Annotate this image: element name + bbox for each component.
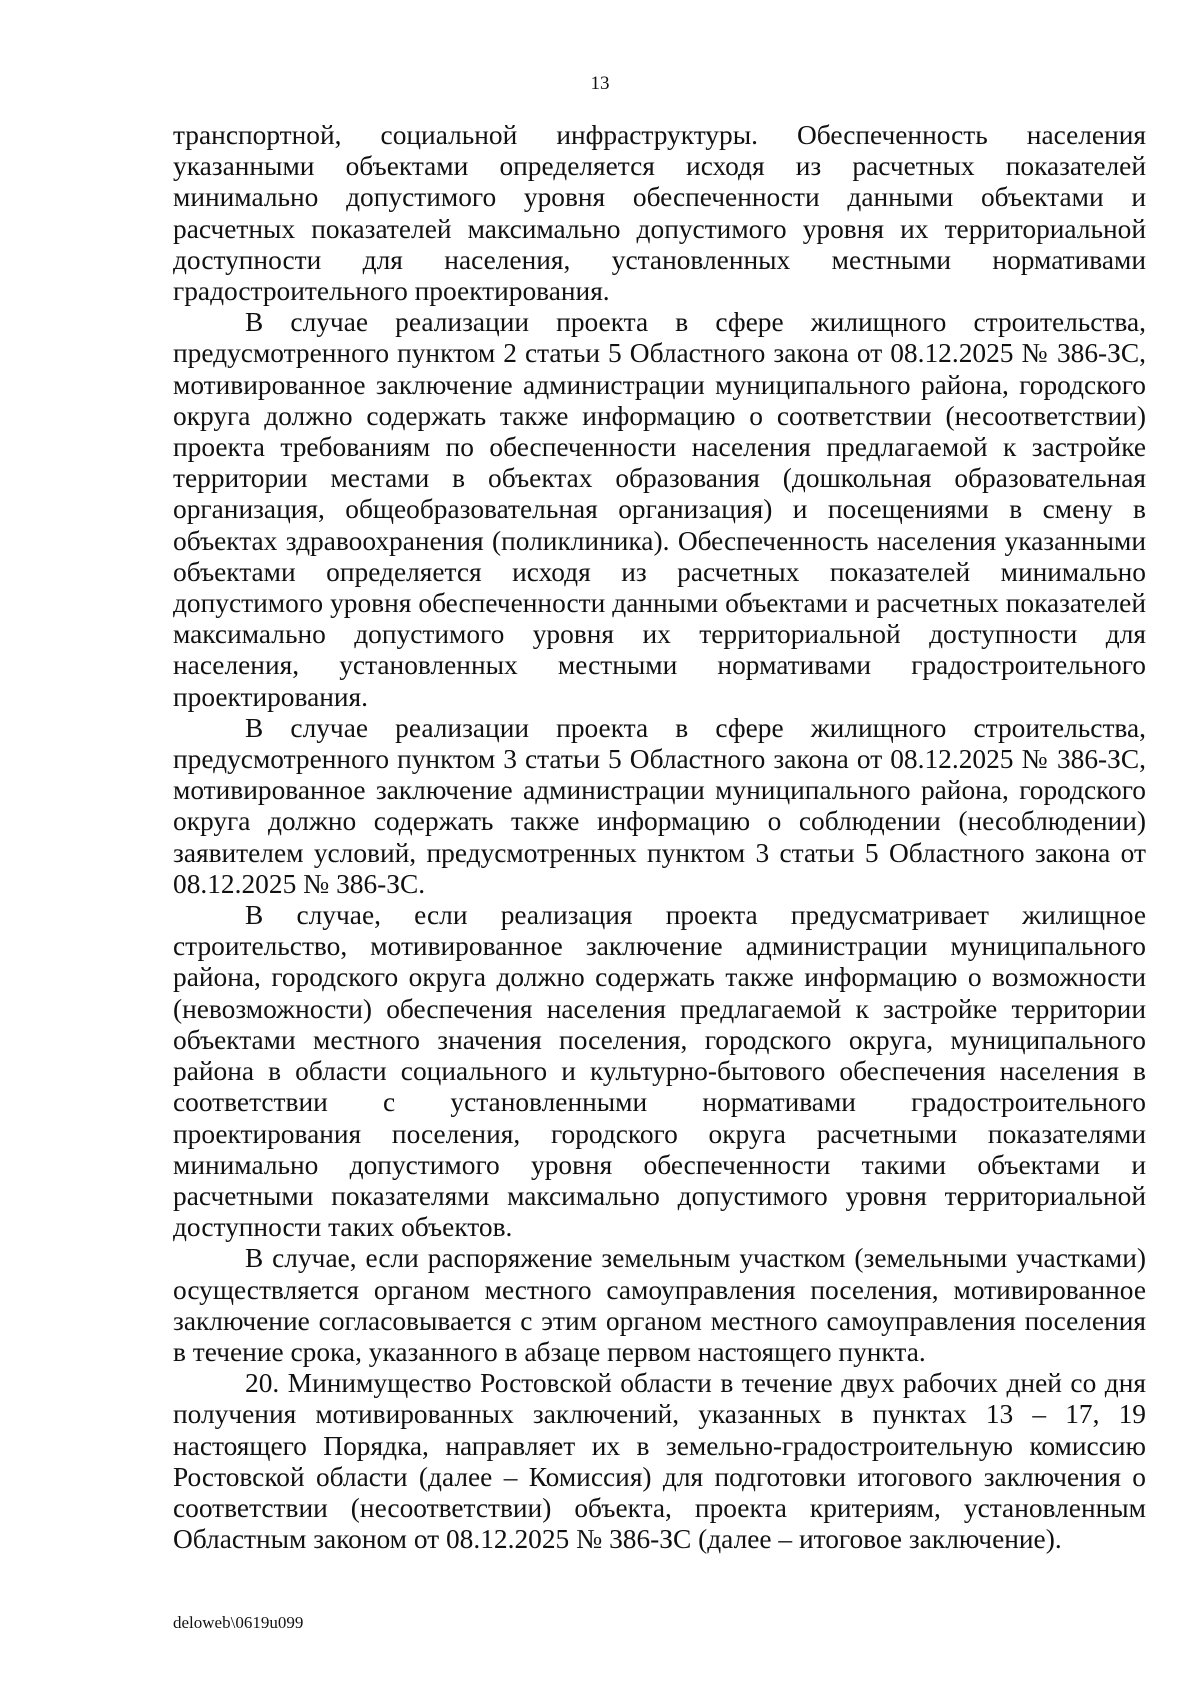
paragraph-land-disposal: В случае, если распоряжение земельным участком (земельными участками) осуществляется органом местного самоуправления поселения, мотивированное заключение согласовывается с этим органом местного самоуправления поселения в течение срока, указанного в абзаце первом настоящего пункта.	[173, 1243, 1146, 1367]
page-number: 13	[590, 73, 610, 94]
footer-document-code: deloweb\0619u099	[173, 1613, 304, 1632]
paragraph-continuation: транспортной, социальной инфраструктуры. Обеспеченность населения указанными объектами определяется исходя из расчетных показателей минимально допустимого уровня обеспеченности данными объектами и расчетных показателей максимально допустимого уровня их территориальной доступности для населения, установленных местными нормативами градостроительного проектирования.	[173, 120, 1146, 307]
paragraph-point2-housing: В случае реализации проекта в сфере жилищного строительства, предусмотренного пунктом 2 статьи 5 Областного закона от 08.12.2025 № 386-ЗС, мотивированное заключение администрации муниципального района, городского округа должно содержать также информацию о соответствии (несоответствии) проекта требованиям по обеспеченности населения предлагаемой к застройке территории местами в объектах образования (дошкольная образовательная организация, общеобразовательная организация) и посещениями в смену в объектах здравоохранения (поликлиника). Обеспеченность населения указанными объектами определяется исходя из расчетных показателей минимально допустимого уровня обеспеченности данными объектами и расчетных показателей максимально допустимого уровня их территориальной доступности для населения, установленных местными нормативами градостроительного проектирования.	[173, 307, 1146, 712]
document-body	[173, 120, 1146, 1555]
paragraph-item-20: 20. Минимущество Ростовской области в течение двух рабочих дней со дня получения мотивированных заключений, указанных в пунктах 13 – 17, 19 настоящего Порядка, направляет их в земельно-градостроительную комиссию Ростовской области (далее – Комиссия) для подготовки итогового заключения о соответствии (несоответствии) объекта, проекта критериям, установленным Областным законом от 08.12.2025 № 386-ЗС (далее – итоговое заключение).	[173, 1368, 1146, 1555]
paragraph-housing-infrastructure: В случае, если реализация проекта предусматривает жилищное строительство, мотивированное заключение администрации муниципального района, городского округа должно содержать также информацию о возможности (невозможности) обеспечения населения предлагаемой к застройке территории объектами местного значения поселения, городского округа, муниципального района в области социального и культурно-бытового обеспечения населения в соответствии с установленными нормативами градостроительного проектирования поселения, городского округа расчетными показателями минимально допустимого уровня обеспеченности такими объектами и расчетными показателями максимально допустимого уровня территориальной доступности таких объектов.	[173, 900, 1146, 1243]
paragraph-point3-housing: В случае реализации проекта в сфере жилищного строительства, предусмотренного пунктом 3 статьи 5 Областного закона от 08.12.2025 № 386-ЗС, мотивированное заключение администрации муниципального района, городского округа должно содержать также информацию о соблюдении (несоблюдении) заявителем условий, предусмотренных пунктом 3 статьи 5 Областного закона от 08.12.2025 № 386-ЗС.	[173, 712, 1146, 899]
